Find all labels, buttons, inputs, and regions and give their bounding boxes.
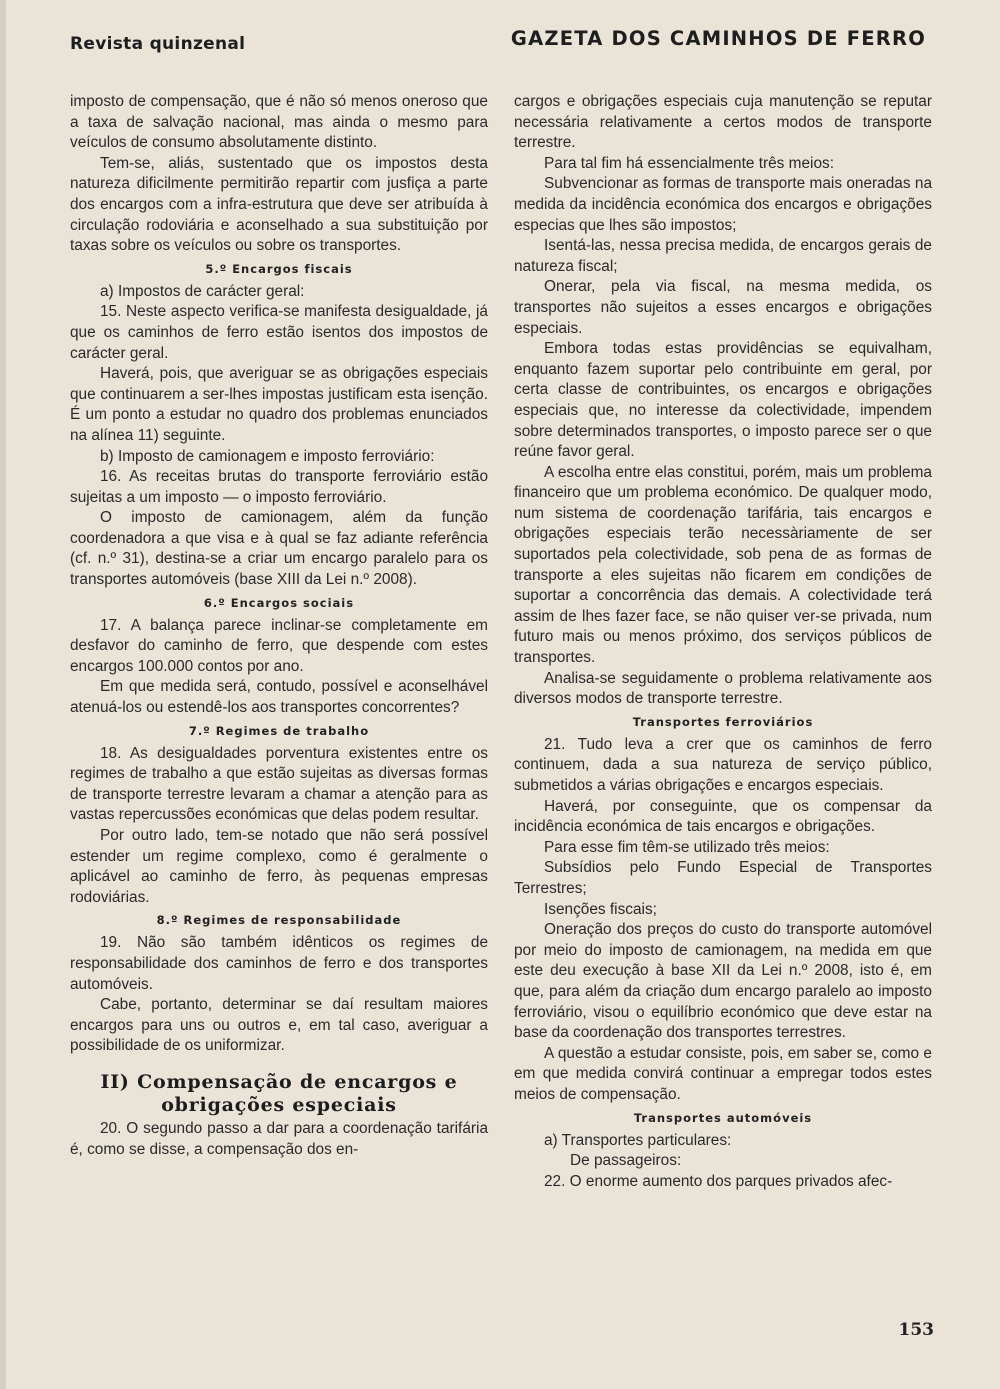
paragraph: Em que medida será, contudo, possível e aconselhável atenuá-los ou estendê-los aos transportes concorrentes? bbox=[70, 678, 488, 717]
paragraph: imposto de compensação, que é não só menos oneroso que a taxa de salvação nacional, mas ainda o mesmo para veículos de consumo absolutamente distinto. bbox=[70, 93, 488, 152]
paragraph: 17. A balança parece inclinar-se completamente em desfavor do caminho de ferro, que despende com estes encargos 100.000 contos por ano. bbox=[70, 616, 488, 675]
paragraph: a) Transportes particulares: bbox=[544, 1131, 732, 1149]
paragraph: cargos e obrigações especiais cuja manutenção se reputar necessária relativamente a certos modos de transporte terrestre. bbox=[514, 93, 932, 152]
paragraph: Oneração dos preços do custo do transporte automóvel por meio do imposto de camionagem, na medida em que este deu execução à base XII da Lei n.º 2008, isto é, em que, para além da criação dum encargo paralelo ao imposto ferroviário, visou o equilíbrio económico que deve estar na base da coordenação dos transportes terrestres. bbox=[514, 921, 932, 1042]
paragraph: Isenções fiscais; bbox=[544, 900, 657, 918]
paragraph: Por outro lado, tem-se notado que não será possível estender um regime complexo, como é geralmente o aplicável ao caminho de ferro, às pequenas empresas rodoviárias. bbox=[70, 827, 488, 906]
section-heading: 5.º Encargos fiscais bbox=[205, 261, 353, 276]
section-heading: Transportes automóveis bbox=[633, 1110, 813, 1125]
section-heading: Transportes ferroviários bbox=[632, 714, 814, 729]
left-column bbox=[70, 92, 488, 1160]
paragraph: 22. O enorme aumento dos parques privados afec- bbox=[544, 1172, 893, 1190]
paragraph: Subvencionar as formas de transporte mais oneradas na medida da incidência económica dos encargos e obrigações especias que lhes são impostos; bbox=[514, 175, 932, 234]
paragraph: a) Impostos de carácter geral: bbox=[100, 282, 305, 300]
paragraph: De passageiros: bbox=[570, 1152, 682, 1170]
chapter-heading: II) Compensação de encargos e obrigações especiais bbox=[100, 1070, 458, 1116]
paragraph: Embora todas estas providências se equivalham, enquanto fazem suportar pelo contribuinte em geral, por certa classe de contribuintes, os encargos e obrigações especiais que, no interesse da colectividade, impendem sobre determinados transportes, o imposto parece ser o que reúne favor geral. bbox=[514, 340, 932, 461]
paragraph: 16. As receitas brutas do transporte ferroviário estão sujeitas a um imposto — o imposto ferroviário. bbox=[70, 468, 488, 506]
section-heading: 6.º Encargos sociais bbox=[203, 595, 355, 610]
header-left: Revista quinzenal bbox=[70, 34, 246, 54]
paragraph: Para esse fim têm-se utilizado três meios: bbox=[544, 838, 830, 856]
paragraph: 18. As desigualdades porventura existentes entre os regimes de trabalho a que estão sujeitas as diversas formas de transporte terrestre levaram a chamar a atenção para as vastas repercussões económicas que delas podem resultar. bbox=[70, 744, 488, 824]
paragraph: b) Imposto de camionagem e imposto ferroviário: bbox=[100, 447, 435, 465]
header-title: GAZETA DOS CAMINHOS DE FERRO bbox=[510, 27, 926, 50]
section-heading: 7.º Regimes de trabalho bbox=[188, 723, 370, 738]
paragraph: Haverá, pois, que averiguar se as obrigações especiais que continuarem a ser-lhes impostas justificam esta isenção. É um ponto a estudar no quadro dos problemas enunciados na alínea 11) seguinte. bbox=[70, 365, 488, 444]
paragraph: Haverá, por conseguinte, que os compensar da incidência económica de tais encargos e obrigações. bbox=[514, 797, 932, 836]
paragraph: Onerar, pela via fiscal, na mesma medida, os transportes não sujeitos a esses encargos e obrigações especiais. bbox=[514, 278, 932, 337]
paragraph: 19. Não são também idênticos os regimes de responsabilidade dos caminhos de ferro e dos transportes automóveis. bbox=[70, 934, 488, 993]
paragraph: A questão a estudar consiste, pois, em saber se, como e em que medida convirá continuar a empregar todos estes meios de compensação. bbox=[514, 1044, 932, 1103]
paragraph: Analisa-se seguidamente o problema relativamente aos diversos modos de transporte terrestre. bbox=[514, 669, 932, 708]
page-number: 153 bbox=[898, 1320, 934, 1340]
paragraph: 21. Tudo leva a crer que os caminhos de ferro continuem, dada a sua natureza de serviço público, submetidos a várias obrigações e encargos especiais. bbox=[514, 735, 932, 794]
paragraph: O imposto de camionagem, além da função coordenadora a que visa e à qual se faz adiante referência (cf. n.º 31), destina-se a criar um encargo paralelo para os transportes automóveis (base XIII da Lei n.º 2008). bbox=[70, 509, 488, 589]
paragraph: Subsídios pelo Fundo Especial de Transportes Terrestres; bbox=[514, 859, 932, 897]
right-column bbox=[514, 92, 932, 1192]
paragraph: A escolha entre elas constitui, porém, mais um problema financeiro que um problema económico. De qualquer modo, num sistema de coordenação tarifária, tais encargos e obrigações especiais terão necessàriamente de ser suportados pela colectividade, sob pena de as formas de transporte a eles sujeitas não ficarem em condições de suportar a concorrência das demais. A colectividade terá assim de lhes fazer face, se não quiser ver-se privada, num futuro mais ou menos próximo, dos serviços públicos de transportes. bbox=[514, 463, 932, 667]
paragraph: 20. O segundo passo a dar para a coordenação tarifária é, como se disse, a compensação dos en- bbox=[70, 1119, 488, 1158]
paragraph: 15. Neste aspecto verifica-se manifesta desigualdade, já que os caminhos de ferro estão isentos dos impostos de carácter geral. bbox=[70, 303, 488, 362]
section-heading: 8.º Regimes de responsabilidade bbox=[156, 913, 402, 928]
paragraph: Tem-se, aliás, sustentado que os impostos desta natureza dificilmente permitirão repartir com jusfiça a parte dos encargos com a infra-estrutura que deve ser atribuída à circulação rodoviária e aconselhado a sua substituição por taxas sobre os veículos ou sobre os transportes. bbox=[70, 154, 488, 255]
page-edge bbox=[0, 0, 6, 1389]
paragraph: Para tal fim há essencialmente três meios: bbox=[544, 154, 834, 172]
paragraph: Cabe, portanto, determinar se daí resultam maiores encargos para uns ou outros e, em tal caso, averiguar a possibilidade de os uniformizar. bbox=[70, 996, 488, 1055]
paragraph: Isentá-las, nessa precisa medida, de encargos gerais de natureza fiscal; bbox=[514, 237, 932, 275]
